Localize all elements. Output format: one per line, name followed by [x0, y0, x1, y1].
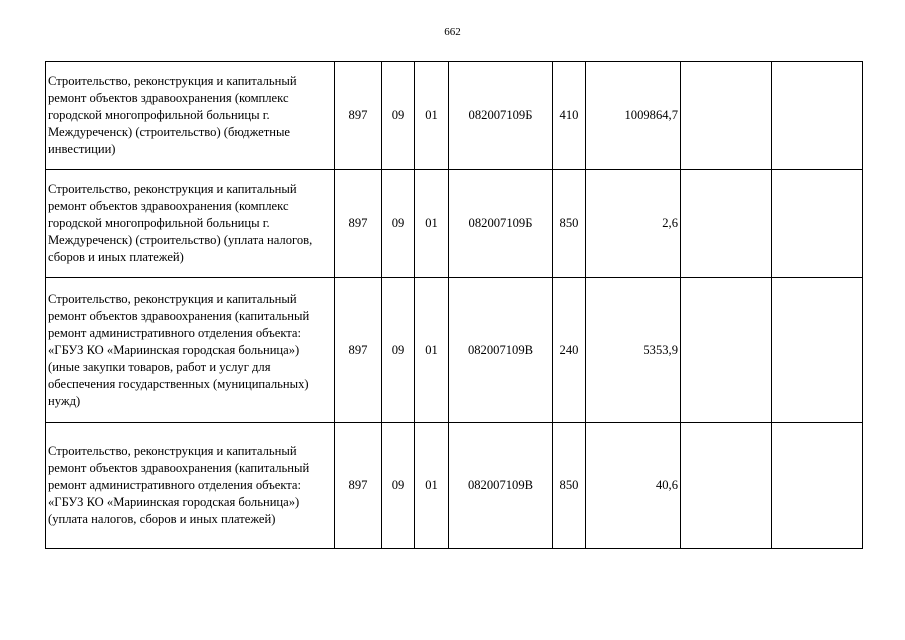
subsection-code: 01 [415, 170, 449, 278]
target-article-code: 082007109В [449, 278, 553, 423]
empty-cell [681, 278, 772, 423]
ministry-code: 897 [335, 170, 382, 278]
expense-type-code: 850 [553, 423, 586, 549]
empty-cell [772, 278, 863, 423]
table-row [46, 423, 863, 549]
empty-cell [681, 170, 772, 278]
empty-cell [772, 170, 863, 278]
section-code: 09 [382, 278, 415, 423]
row-description: Строительство, реконструкция и капитальный ремонт объектов здравоохранения (капитальный ремонт административного отделения объекта: «ГБУЗ КО «Мариинская городская больница») (иные закупки товаров, работ и услуг для обеспечения государственных (муниципальных) нужд) [46, 278, 335, 423]
row-description: Строительство, реконструкция и капитальный ремонт объектов здравоохранения (комплекс городской многопрофильной больницы г. Междуреченск) (строительство) (уплата налогов, сборов и иных платежей) [46, 170, 335, 278]
target-article-code: 082007109Б [449, 170, 553, 278]
budget-table [45, 61, 863, 549]
expense-type-code: 850 [553, 170, 586, 278]
row-description: Строительство, реконструкция и капитальный ремонт объектов здравоохранения (комплекс городской многопрофильной больницы г. Междуреченск) (строительство) (бюджетные инвестиции) [46, 62, 335, 170]
empty-cell [772, 423, 863, 549]
empty-cell [772, 62, 863, 170]
subsection-code: 01 [415, 423, 449, 549]
target-article-code: 082007109В [449, 423, 553, 549]
subsection-code: 01 [415, 62, 449, 170]
table-row [46, 278, 863, 423]
empty-cell [681, 62, 772, 170]
amount: 2,6 [586, 170, 681, 278]
amount: 1009864,7 [586, 62, 681, 170]
subsection-code: 01 [415, 278, 449, 423]
amount: 40,6 [586, 423, 681, 549]
section-code: 09 [382, 423, 415, 549]
expense-type-code: 410 [553, 62, 586, 170]
table-row [46, 170, 863, 278]
expense-type-code: 240 [553, 278, 586, 423]
target-article-code: 082007109Б [449, 62, 553, 170]
section-code: 09 [382, 62, 415, 170]
page-number: 662 [444, 26, 461, 38]
ministry-code: 897 [335, 423, 382, 549]
table-row [46, 62, 863, 170]
amount: 5353,9 [586, 278, 681, 423]
row-description: Строительство, реконструкция и капитальный ремонт объектов здравоохранения (капитальный ремонт административного отделения объекта: «ГБУЗ КО «Мариинская городская больница») (уплата налогов, сборов и иных платежей) [46, 423, 335, 549]
section-code: 09 [382, 170, 415, 278]
ministry-code: 897 [335, 278, 382, 423]
ministry-code: 897 [335, 62, 382, 170]
empty-cell [681, 423, 772, 549]
